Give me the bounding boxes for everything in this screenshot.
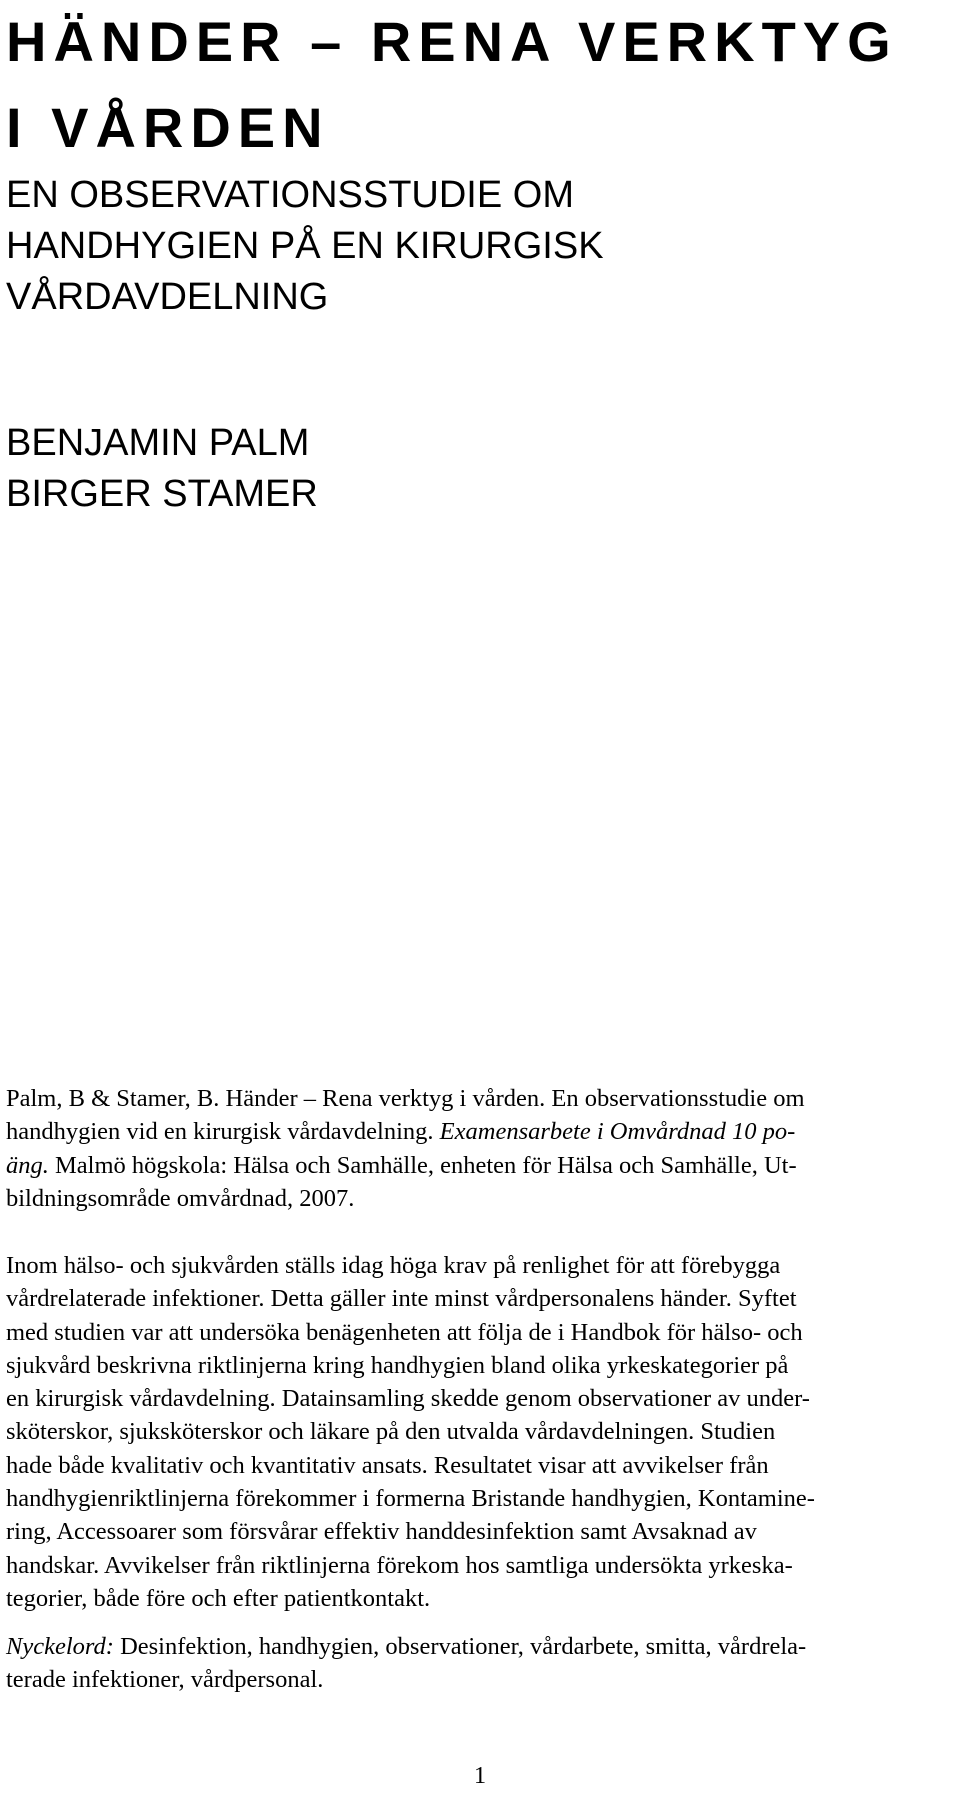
- citation-text: handhygien vid en kirurgisk vårdavdelning.: [6, 1118, 440, 1146]
- keywords-paragraph: [6, 1630, 956, 1697]
- author-name: BENJAMIN PALM: [6, 422, 310, 464]
- citation-line: bildningsområde omvårdnad, 2007.: [6, 1184, 355, 1212]
- abstract-line: med studien var att undersöka benägenheten att följa de i Handbok för hälso- och: [6, 1318, 803, 1346]
- citation-thesis-type: Examensarbete i Omvårdnad 10 po-: [439, 1118, 796, 1146]
- abstract-paragraph: [6, 1249, 956, 1615]
- citation-line: [6, 1115, 956, 1148]
- document-subtitle: [6, 170, 604, 323]
- citation-text: Malmö högskola: Hälsa och Samhälle, enheten för Hälsa och Samhälle, Ut-: [48, 1151, 797, 1179]
- abstract-line: Inom hälso- och sjukvården ställs idag höga krav på renlighet för att förebygga: [6, 1252, 781, 1279]
- keywords-label: Nyckelord:: [6, 1633, 114, 1660]
- keywords-text: Desinfektion, handhygien, observationer, vårdarbete, smitta, vårdrela-: [113, 1633, 807, 1660]
- abstract-line: ring, Accessoarer som försvårar effektiv handdesinfektion samt Avsaknad av: [6, 1518, 757, 1546]
- abstract-line: en kirurgisk vårdavdelning. Datainsamling skedde genom observationer av under-: [6, 1385, 810, 1413]
- abstract-line: vårdrelaterade infektioner. Detta gäller inte minst vårdpersonalens händer. Syftet: [6, 1285, 797, 1313]
- subtitle-line: EN OBSERVATIONSSTUDIE OM: [6, 174, 574, 216]
- keywords-line: [6, 1630, 956, 1663]
- abstract-line: handskar. Avvikelser från riktlinjerna förekom hos samtliga undersökta yrkeska-: [6, 1551, 793, 1579]
- citation-line: Palm, B & Stamer, B. Händer – Rena verktyg i vården. En observationsstudie om: [6, 1085, 805, 1112]
- author-name: BIRGER STAMER: [6, 473, 318, 515]
- abstract-line: hade både kvalitativ och kvantitativ ansats. Resultatet visar att avvikelser från: [6, 1451, 769, 1479]
- author-list: [6, 418, 318, 520]
- citation-paragraph: [6, 1082, 956, 1215]
- abstract-line: tegorier, både före och efter patientkontakt.: [6, 1584, 431, 1612]
- document-title-line-1: HÄNDER – RENA VERKTYG: [6, 10, 898, 73]
- subtitle-line: HANDHYGIEN PÅ EN KIRURGISK: [6, 225, 604, 267]
- abstract-line: handhygienriktlinjerna förekommer i formerna Bristande handhygien, Kontamine-: [6, 1485, 815, 1513]
- page-number: 1: [473, 1762, 487, 1789]
- keywords-line: terade infektioner, vårdpersonal.: [6, 1666, 324, 1694]
- abstract-line: sjukvård beskrivna riktlinjerna kring handhygien bland olika yrkeskategorier på: [6, 1351, 789, 1379]
- subtitle-line: VÅRDAVDELNING: [6, 276, 329, 318]
- citation-line: [6, 1149, 956, 1182]
- abstract-line: sköterskor, sjuksköterskor och läkare på den utvalda vårdavdelningen. Studien: [6, 1418, 776, 1446]
- document-title-line-2: I VÅRDEN: [6, 96, 330, 159]
- citation-thesis-type-cont: äng.: [6, 1151, 49, 1179]
